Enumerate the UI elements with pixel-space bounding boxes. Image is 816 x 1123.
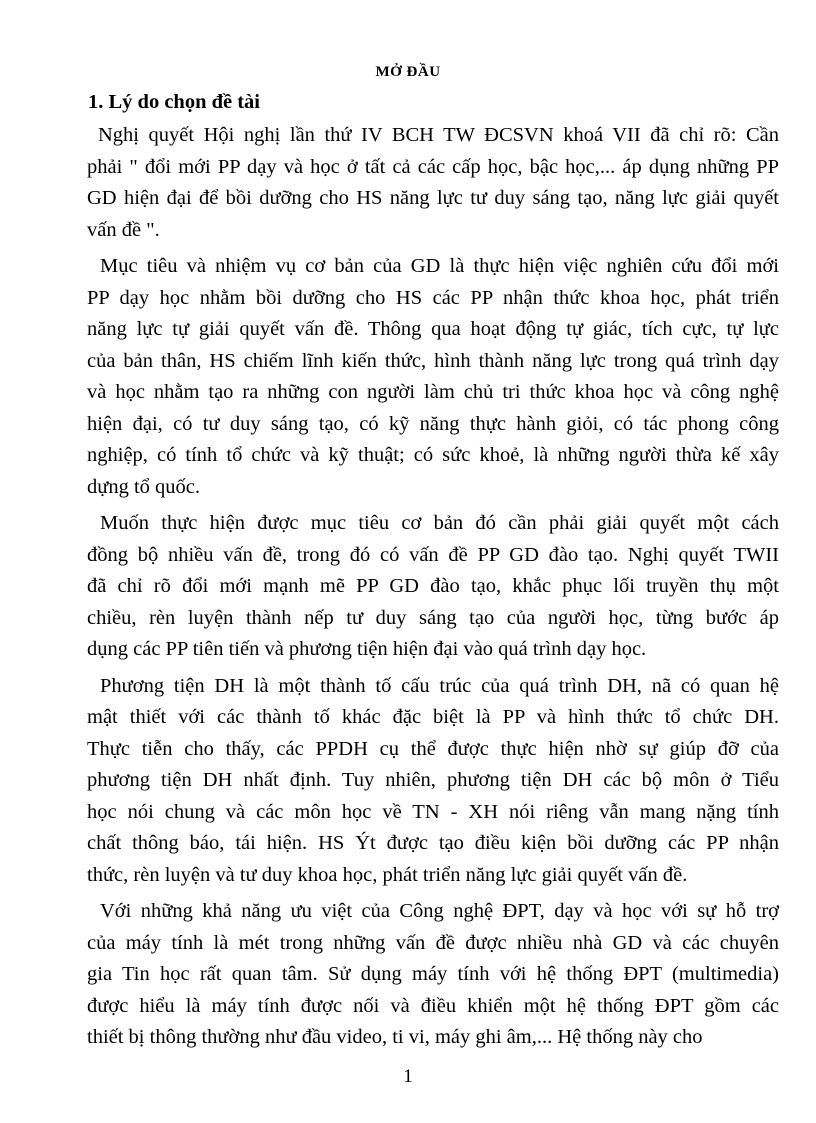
- text-line: mật thiết với các thành tố khác đặc biệt là PP và hình thức tổ chức DH.: [87, 706, 779, 728]
- text-line: phải " đổi mới PP dạy và học ở tất cả các cấp học, bậc học,... áp dụng những PP: [87, 155, 779, 178]
- text-line: phương tiện DH nhất định. Tuy nhiên, phương tiện DH các bộ môn ở Tiểu: [87, 769, 779, 791]
- text-line: của máy tính là mét trong những vấn đề được nhiều nhà GD và các chuyên: [87, 931, 779, 954]
- text-line: dụng các PP tiên tiến và phương tiện hiện đại vào quá trình dạy học.: [87, 638, 647, 660]
- text-line: GD hiện đại để bồi dưỡng cho HS năng lực tư duy sáng tạo, năng lực giải quyết: [87, 187, 779, 209]
- paragraph: [87, 120, 779, 246]
- text-line: của bản thân, HS chiếm lĩnh kiến thức, hình thành năng lực trong quá trình dạy: [87, 349, 779, 372]
- text-line: Muốn thực hiện được mục tiêu cơ bản đó cần phải giải quyết một cách: [100, 512, 779, 534]
- text-line: hiện đại, có tư duy sáng tạo, có kỹ năng thực hành giỏi, có tác phong công: [87, 412, 779, 435]
- text-line: Nghị quyết Hội nghị lần thứ IV BCH TW ĐCSVN khoá VII đã chỉ rõ: Cần: [98, 124, 779, 146]
- section-heading: 1. Lý do chọn đề tài: [88, 91, 260, 113]
- text-line: được hiểu là máy tính được nối và điều khiển một hệ thống ĐPT gồm các: [87, 994, 779, 1017]
- text-line: gia Tin học rất quan tâm. Sử dụng máy tính với hệ thống ĐPT (multimedia): [87, 963, 779, 985]
- text-line: PP dạy học nhằm bồi dưỡng cho HS các PP nhận thức khoa học, phát triển: [87, 286, 779, 309]
- paragraph: [87, 671, 779, 892]
- paragraph: [87, 251, 779, 503]
- text-line: vấn đề ".: [87, 218, 160, 241]
- paragraph: [87, 508, 779, 666]
- text-line: chất thông báo, tái hiện. HS Ýt được tạo điều kiện bồi dưỡng các PP nhận: [87, 832, 779, 854]
- document-title: MỞ ĐẦU: [375, 64, 441, 80]
- text-line: thức, rèn luyện và tư duy khoa học, phát triển năng lực giải quyết vấn đề.: [87, 863, 688, 886]
- text-line: dựng tổ quốc.: [87, 475, 201, 498]
- text-line: thiết bị thông thường như đầu video, ti vi, máy ghi âm,... Hệ thống này cho: [87, 1026, 703, 1048]
- text-line: Mục tiêu và nhiệm vụ cơ bản của GD là thực hiện việc nghiên cứu đổi mới: [100, 255, 779, 277]
- page-number: 1: [403, 1066, 413, 1087]
- text-line: đồng bộ nhiều vấn đề, trong đó có vấn đề PP GD đào tạo. Nghị quyết TWII: [87, 543, 779, 566]
- text-line: nghiệp, có tính tổ chức và kỹ thuật; có sức khoẻ, là những người thừa kế xây: [87, 444, 779, 466]
- text-line: chiều, rèn luyện thành nếp tư duy sáng tạo của người học, từng bước áp: [87, 606, 779, 629]
- text-line: năng lực tự giải quyết vấn đề. Thông qua hoạt động tự giác, tích cực, tự lực: [87, 318, 779, 340]
- text-line: đã chỉ rõ đổi mới mạnh mẽ PP GD đào tạo, khắc phục lối truyền thụ một: [87, 575, 779, 597]
- text-line: học nói chung và các môn học về TN - XH nói riêng vẫn mang nặng tính: [87, 800, 779, 823]
- text-line: và học nhằm tạo ra những con người làm chủ tri thức khoa học và công nghệ: [87, 381, 779, 403]
- document-body: [87, 120, 779, 1059]
- text-line: Thực tiễn cho thấy, các PPDH cụ thể được thực hiện nhờ sự giúp đỡ của: [87, 737, 779, 760]
- text-line: Phương tiện DH là một thành tố cấu trúc của quá trình DH, nã có quan hệ: [100, 674, 779, 697]
- paragraph: [87, 896, 779, 1054]
- text-line: Với những khả năng ưu việt của Công nghệ ĐPT, dạy và học với sự hỗ trợ: [100, 900, 779, 922]
